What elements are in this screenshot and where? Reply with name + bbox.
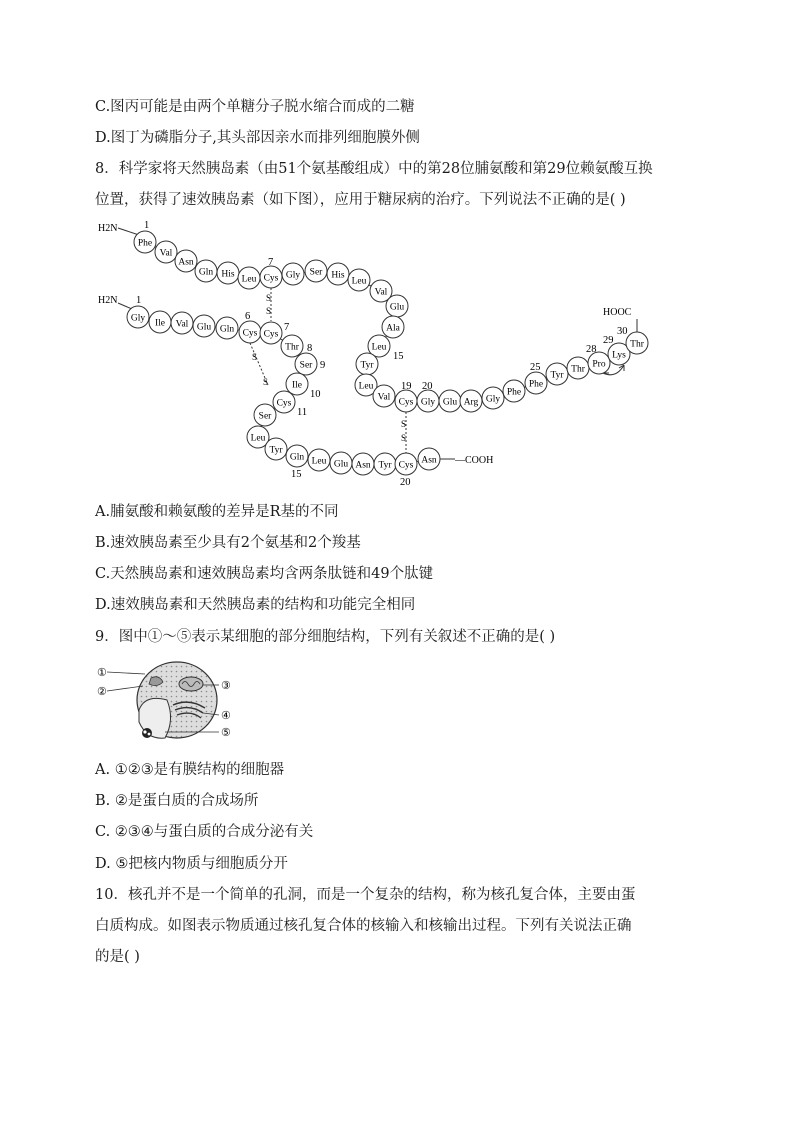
chain-a-residue-label: Ser (258, 411, 272, 422)
chain-b-residue-label: Leu (371, 342, 387, 353)
cell-label-2: ② (97, 686, 107, 698)
question-10-line-3: 的是( ) (95, 949, 140, 965)
chain-b-residue-label: Phe (506, 387, 522, 398)
chain-b-residue-label: Arg (463, 397, 479, 408)
mitochondrion-shape (179, 677, 203, 691)
residue-number: 15 (393, 351, 404, 362)
residue-number: 29 (603, 335, 614, 346)
chain-b-residue-label: Val (377, 392, 391, 403)
line-1: D.图丁为磷脂分子,其头部因亲水而排列细胞膜外侧 (95, 130, 420, 146)
chain-a-residue-label: Tyr (269, 445, 283, 456)
option-9c: C. ②③④与蛋白质的合成分泌有关 (95, 824, 314, 840)
option-9d: D. ⑤把核内物质与细胞质分开 (95, 856, 288, 872)
chain-b-residue-label: Val (374, 287, 388, 298)
chain-b-residue-label: Gly (285, 270, 301, 281)
cell-diagram (95, 660, 245, 752)
residue-number: 30 (617, 326, 628, 337)
chain-b-residue-label: Pro (592, 359, 606, 370)
question-10-line-1: 10．核孔并不是一个简单的孔洞，而是一个复杂的结构，称为核孔复合体，主要由蛋 (95, 887, 636, 903)
disulfide-s-label: S (401, 419, 407, 429)
chain-b-residue-label: Lys (612, 350, 626, 361)
option-8d: D.速效胰岛素和天然胰岛素的结构和功能完全相同 (95, 597, 416, 613)
chain-a-residue-label: Asn (421, 455, 437, 466)
option-9b: B. ②是蛋白质的合成场所 (95, 793, 259, 809)
chain-a-n-terminus: H2N (98, 295, 118, 306)
option-8a: A.脯氨酸和赖氨酸的差异是R基的不同 (95, 504, 339, 520)
chain-b-residue-label: Cys (398, 397, 414, 408)
chain-b-residue-label: Glu (442, 397, 458, 408)
chain-a-residue-label: Cys (398, 460, 414, 471)
question-8-line-1: 8．科学家将天然胰岛素（由51个氨基酸组成）中的第28位脯氨酸和第29位赖氨酸互换 (95, 161, 653, 177)
chain-a-residue-label: Gly (130, 313, 146, 324)
chain-a-residue-label: Gln (219, 324, 235, 335)
chain-b-residue-label: Phe (137, 238, 153, 249)
residue-number: 19 (401, 381, 412, 392)
residue-number: 1 (144, 220, 150, 231)
cell-label-3: ③ (221, 680, 231, 692)
line-0: C.图丙可能是由两个单糖分子脱水缩合而成的二糖 (95, 99, 415, 115)
chain-b-residue-label: Thr (571, 364, 585, 375)
residue-number: 7 (268, 257, 274, 268)
chain-b-residue-label: Asn (178, 257, 194, 268)
chain-a-residue-label: Ile (154, 318, 166, 329)
option-8c: C.天然胰岛素和速效胰岛素均含两条肽链和49个肽键 (95, 566, 434, 582)
chain-b-residue-label: Thr (630, 339, 644, 350)
chain-b-residue-label: Tyr (360, 360, 374, 371)
residue-number: 20 (422, 381, 433, 392)
chain-b-residue-label: Ala (386, 323, 400, 334)
chain-b-residue-label: Phe (528, 379, 544, 390)
chain-b-residue-label: Tyr (550, 370, 564, 381)
residue-number: 6 (245, 311, 251, 322)
chain-b-residue-label: Ser (309, 267, 323, 278)
option-9a: A. ①②③是有膜结构的细胞器 (95, 762, 285, 778)
chain-b-n-terminus: H2N (98, 223, 118, 234)
cell-label-5: ⑤ (221, 727, 231, 739)
chain-b-residue-label: Gly (485, 394, 501, 405)
cell-label-1: ① (97, 667, 107, 679)
chain-b-residue-label: His (331, 270, 345, 281)
disulfide-s-label: S (266, 306, 272, 316)
residue-number: 28 (586, 344, 597, 355)
insulin-diagram (0, 215, 794, 485)
option-8b: B.速效胰岛素至少具有2个氨基和2个羧基 (95, 535, 361, 551)
chain-b-residue-label: Gln (198, 267, 214, 278)
residue-number: 1 (136, 295, 142, 306)
chain-b-residue-label: His (221, 269, 235, 280)
nucleolus-shape (142, 728, 152, 738)
residue-number: 11 (297, 407, 308, 418)
question-8-line-2: 位置，获得了速效胰岛素（如下图），应用于糖尿病的治疗。下列说法不正确的是( ) (95, 192, 626, 208)
chain-a-residue-label: Leu (311, 456, 327, 467)
residue-number: 7 (284, 322, 290, 333)
chain-a-residue-label: Glu (333, 459, 349, 470)
residue-number: 8 (307, 343, 313, 354)
chain-b-residue-label: Cys (263, 273, 279, 284)
chain-a-residue-label: Thr (285, 342, 299, 353)
chain-b-residue-label: Leu (358, 381, 374, 392)
residue-number: 10 (310, 389, 321, 400)
chain-a-residue-label: Ser (299, 360, 313, 371)
chain-a-residue-label: Gln (289, 452, 305, 463)
disulfide-s-label: S (266, 293, 272, 303)
chain-b-residue-label: Glu (389, 302, 405, 313)
chain-a-c-terminus: —COOH (455, 455, 494, 466)
residue-number: 15 (291, 469, 302, 480)
chain-a-residue-label: Val (175, 319, 189, 330)
chain-b-residue-label: Val (159, 248, 173, 259)
chain-a-residue-label: Asn (355, 460, 371, 471)
cell-label-4: ④ (221, 710, 231, 722)
question-10-line-2: 白质构成。如图表示物质通过核孔复合体的核输入和核输出过程。下列有关说法正确 (95, 918, 632, 934)
residue-number: 20 (400, 477, 411, 485)
residue-number: 9 (320, 360, 326, 371)
disulfide-s-label: S (401, 433, 407, 443)
chain-b-residue-label: Leu (241, 274, 257, 285)
disulfide-s-label: S (263, 377, 269, 387)
chain-a-residue-label: Leu (250, 433, 266, 444)
chain-a-residue-label: Tyr (378, 460, 392, 471)
chain-b-residue-label: Gly (420, 397, 436, 408)
chain-a-residue-label: Cys (263, 329, 279, 340)
residue-number: 25 (530, 362, 541, 373)
chain-b-c-terminus: HOOC (603, 307, 632, 318)
chain-a-residue-label: Glu (196, 322, 212, 333)
chain-a-residue-label: Cys (276, 398, 292, 409)
question-9: 9．图中①～⑤表示某细胞的部分细胞结构，下列有关叙述不正确的是( ) (95, 629, 556, 645)
chain-b-residue-label: Leu (351, 276, 367, 287)
disulfide-s-label: S (252, 352, 258, 362)
chain-a-residue-label: Ile (291, 380, 303, 391)
chain-a-residue-label: Cys (242, 328, 258, 339)
